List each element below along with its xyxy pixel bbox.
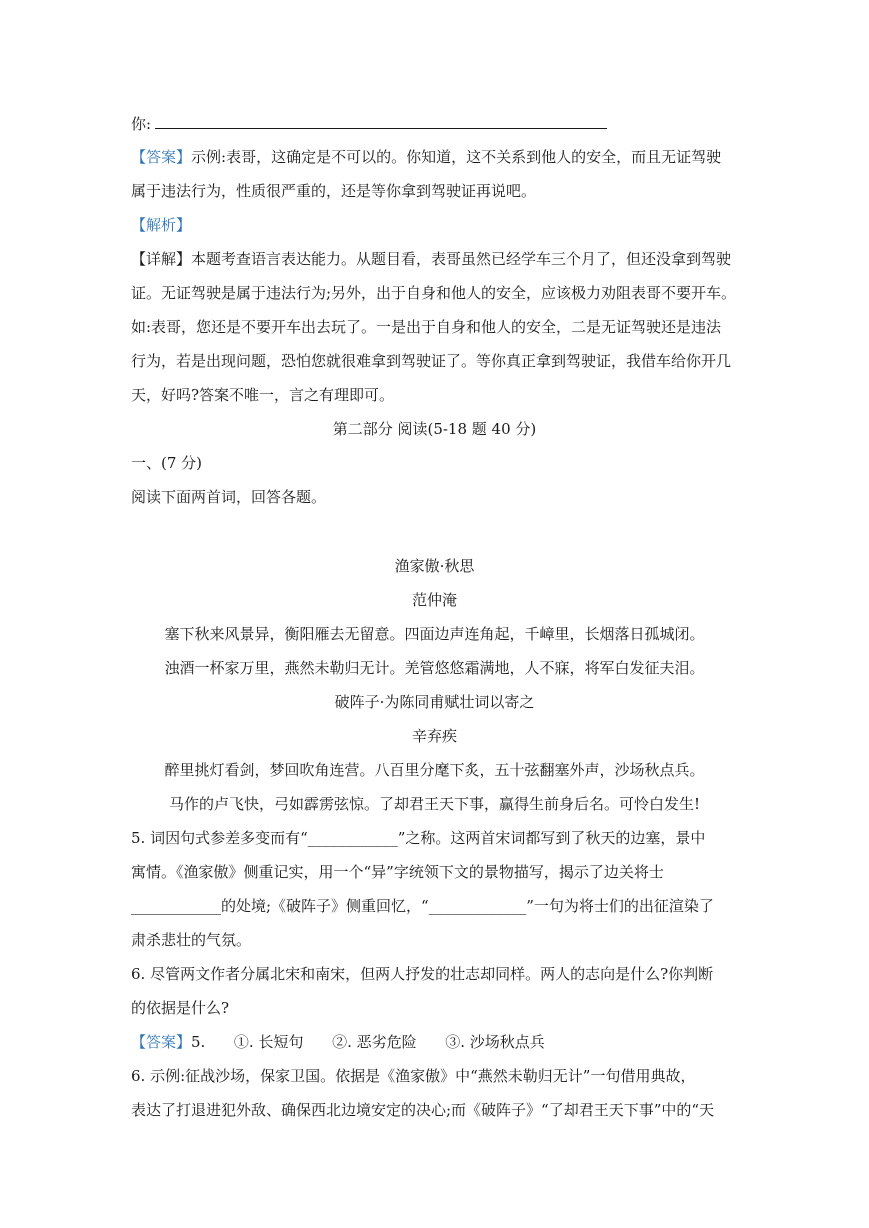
answers-tag: 【答案】 bbox=[131, 1033, 192, 1051]
answer-tag: 【答案】 bbox=[131, 148, 192, 166]
answer-paragraph-line-2: 属于违法行为，性质很严重的，还是等你拿到驾驶证再说吧。 bbox=[131, 182, 537, 200]
q6-line-2: 的依据是什么? bbox=[131, 999, 230, 1017]
q5-line-2: 寓情。《渔家傲》侧重记实，用一个“异”字统领下文的景物描写，揭示了边关将士 bbox=[131, 863, 664, 881]
analysis-tag bbox=[131, 215, 191, 235]
detail-line-1 bbox=[131, 249, 731, 269]
blank-underline bbox=[155, 114, 607, 129]
detail-tag: 【详解】 bbox=[131, 250, 192, 268]
q5-line-4: 肃杀悲壮的气氛。 bbox=[131, 931, 252, 949]
part-heading: 第二部分 阅读(5-18 题 40 分) bbox=[332, 420, 537, 438]
answers-text: 5. ①. 长短句 ②. 恶劣危险 ③. 沙场秋点兵 bbox=[191, 1033, 545, 1051]
detail-line-5: 天，好吗?答案不唯一，言之有理即可。 bbox=[131, 386, 395, 404]
a6-line-1: 6. 示例:征战沙场，保家卫国。依据是《渔家傲》中“燕然未勒归无计”一句借用典故， bbox=[131, 1067, 696, 1085]
answer-line bbox=[131, 114, 607, 134]
poem1-title: 渔家傲·秋思 bbox=[394, 557, 475, 575]
poem1-author: 范仲淹 bbox=[411, 591, 457, 609]
a6-line-2: 表达了打退进犯外敌、确保西北边境安定的决心;而《破阵子》“了却君王天下事”中的“天 bbox=[131, 1101, 715, 1119]
you-label: 你: bbox=[131, 115, 152, 133]
poem2-line-2: 马作的卢飞快，弓如霹雳弦惊。了却君王天下事，赢得生前身后名。可怜白发生! bbox=[168, 795, 701, 813]
answers-line bbox=[131, 1032, 545, 1052]
q6-line-1: 6. 尽管两文作者分属北宋和南宋，但两人抒发的壮志却同样。两人的志向是什么?你判断 bbox=[131, 965, 714, 983]
detail-line-4: 行为，若是出现问题，恐怕您就很难拿到驾驶证了。等你真正拿到驾驶证，我借车给你开几 bbox=[131, 352, 732, 370]
poem2-title: 破阵子·为陈同甫赋壮词以寄之 bbox=[334, 693, 535, 711]
detail-line-2: 证。无证驾驶是属于违法行为;另外，出于自身和他人的安全，应该极力劝阻表哥不要开车。 bbox=[131, 284, 737, 302]
detail-line-3: 如:表哥，您还是不要开车出去玩了。一是出于自身和他人的安全，二是无证驾驶还是违法 bbox=[131, 318, 722, 336]
poem2-line-1: 醉里挑灯看剑，梦回吹角连营。八百里分麾下炙，五十弦翻塞外声，沙场秋点兵。 bbox=[164, 761, 705, 779]
q5-line-1: 5. 词因句式参差多变而有“____________”之称。这两首宋词都写到了秋天的边塞，景中 bbox=[131, 829, 706, 847]
answer-paragraph-line-1 bbox=[131, 147, 721, 167]
poem1-line-2: 浊酒一杯家万里，燕然未勒归无计。羌管悠悠霜满地，人不寐，将军白发征夫泪。 bbox=[164, 659, 705, 677]
q5-line-3: ____________的处境;《破阵子》侧重回忆，“_____________”一句为将士们的出征渲染了 bbox=[131, 897, 714, 915]
poem2-author: 辛弃疾 bbox=[411, 727, 457, 745]
analysis-tag-text: 【解析】 bbox=[131, 216, 192, 234]
poem1-line-1: 塞下秋来风景异，衡阳雁去无留意。四面边声连角起，千嶂里，长烟落日孤城闭。 bbox=[164, 625, 705, 643]
answer-text: 示例:表哥，这确定是不可以的。你知道，这不关系到他人的安全，而且无证驾驶 bbox=[191, 148, 722, 166]
section-label: 一、(7 分) bbox=[131, 454, 203, 472]
instruction: 阅读下面两首词，回答各题。 bbox=[131, 488, 327, 506]
detail-text: 本题考查语言表达能力。从题目看，表哥虽然已经学车三个月了，但还没拿到驾驶 bbox=[191, 250, 732, 268]
